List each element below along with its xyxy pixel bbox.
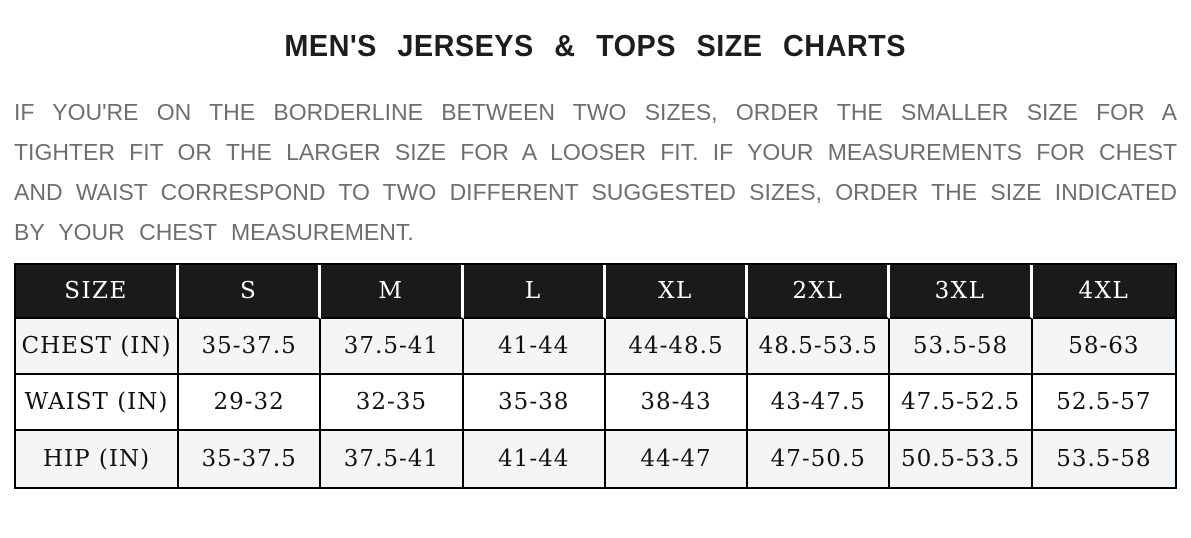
page-header	[0, 28, 1191, 74]
hip-value-xl: 44-47	[606, 431, 748, 487]
row-label-waist: WAIST (IN)	[16, 375, 179, 431]
hip-value-s: 35-37.5	[179, 431, 321, 487]
waist-value-s: 29-32	[179, 375, 321, 431]
chest-value-xl: 44-48.5	[606, 319, 748, 375]
row-label-hip: HIP (IN)	[16, 431, 179, 487]
waist-value-2xl: 43-47.5	[748, 375, 890, 431]
chest-value-2xl: 48.5-53.5	[748, 319, 890, 375]
table-row-hip	[16, 431, 1175, 487]
header-cell-s: S	[179, 265, 321, 319]
waist-value-3xl: 47.5-52.5	[890, 375, 1032, 431]
chest-value-4xl: 58-63	[1033, 319, 1175, 375]
hip-value-l: 41-44	[464, 431, 606, 487]
size-chart-table	[14, 263, 1177, 489]
intro-line: BY YOUR CHEST MEASUREMENT.	[14, 219, 414, 245]
intro-line: TIGHTER FIT OR THE LARGER SIZE FOR A LOOSER FIT. IF YOUR MEASUREMENTS FOR CHEST	[14, 139, 1177, 165]
row-label-chest: CHEST (IN)	[16, 319, 179, 375]
intro-line: IF YOU'RE ON THE BORDERLINE BETWEEN TWO SIZES, ORDER THE SMALLER SIZE FOR A	[14, 99, 1177, 125]
waist-value-l: 35-38	[464, 375, 606, 431]
header-cell-size: SIZE	[16, 265, 179, 319]
hip-value-4xl: 53.5-58	[1033, 431, 1175, 487]
header-cell-3xl: 3XL	[890, 265, 1032, 319]
intro-line: AND WAIST CORRESPOND TO TWO DIFFERENT SUGGESTED SIZES, ORDER THE SIZE INDICATED	[14, 179, 1177, 205]
intro-paragraph	[14, 92, 1177, 252]
table-row-waist	[16, 375, 1175, 431]
table-header-row	[16, 265, 1175, 319]
header-cell-4xl: 4XL	[1033, 265, 1175, 319]
chest-value-3xl: 53.5-58	[890, 319, 1032, 375]
hip-value-3xl: 50.5-53.5	[890, 431, 1032, 487]
waist-value-m: 32-35	[321, 375, 463, 431]
header-cell-2xl: 2XL	[748, 265, 890, 319]
page-title: MEN'S JERSEYS & TOPS SIZE CHARTS	[284, 28, 907, 63]
chest-value-l: 41-44	[464, 319, 606, 375]
header-cell-m: M	[321, 265, 463, 319]
chest-value-m: 37.5-41	[321, 319, 463, 375]
waist-value-xl: 38-43	[606, 375, 748, 431]
header-cell-xl: XL	[606, 265, 748, 319]
chest-value-s: 35-37.5	[179, 319, 321, 375]
hip-value-m: 37.5-41	[321, 431, 463, 487]
hip-value-2xl: 47-50.5	[748, 431, 890, 487]
header-cell-l: L	[464, 265, 606, 319]
table-row-chest	[16, 319, 1175, 375]
waist-value-4xl: 52.5-57	[1033, 375, 1175, 431]
